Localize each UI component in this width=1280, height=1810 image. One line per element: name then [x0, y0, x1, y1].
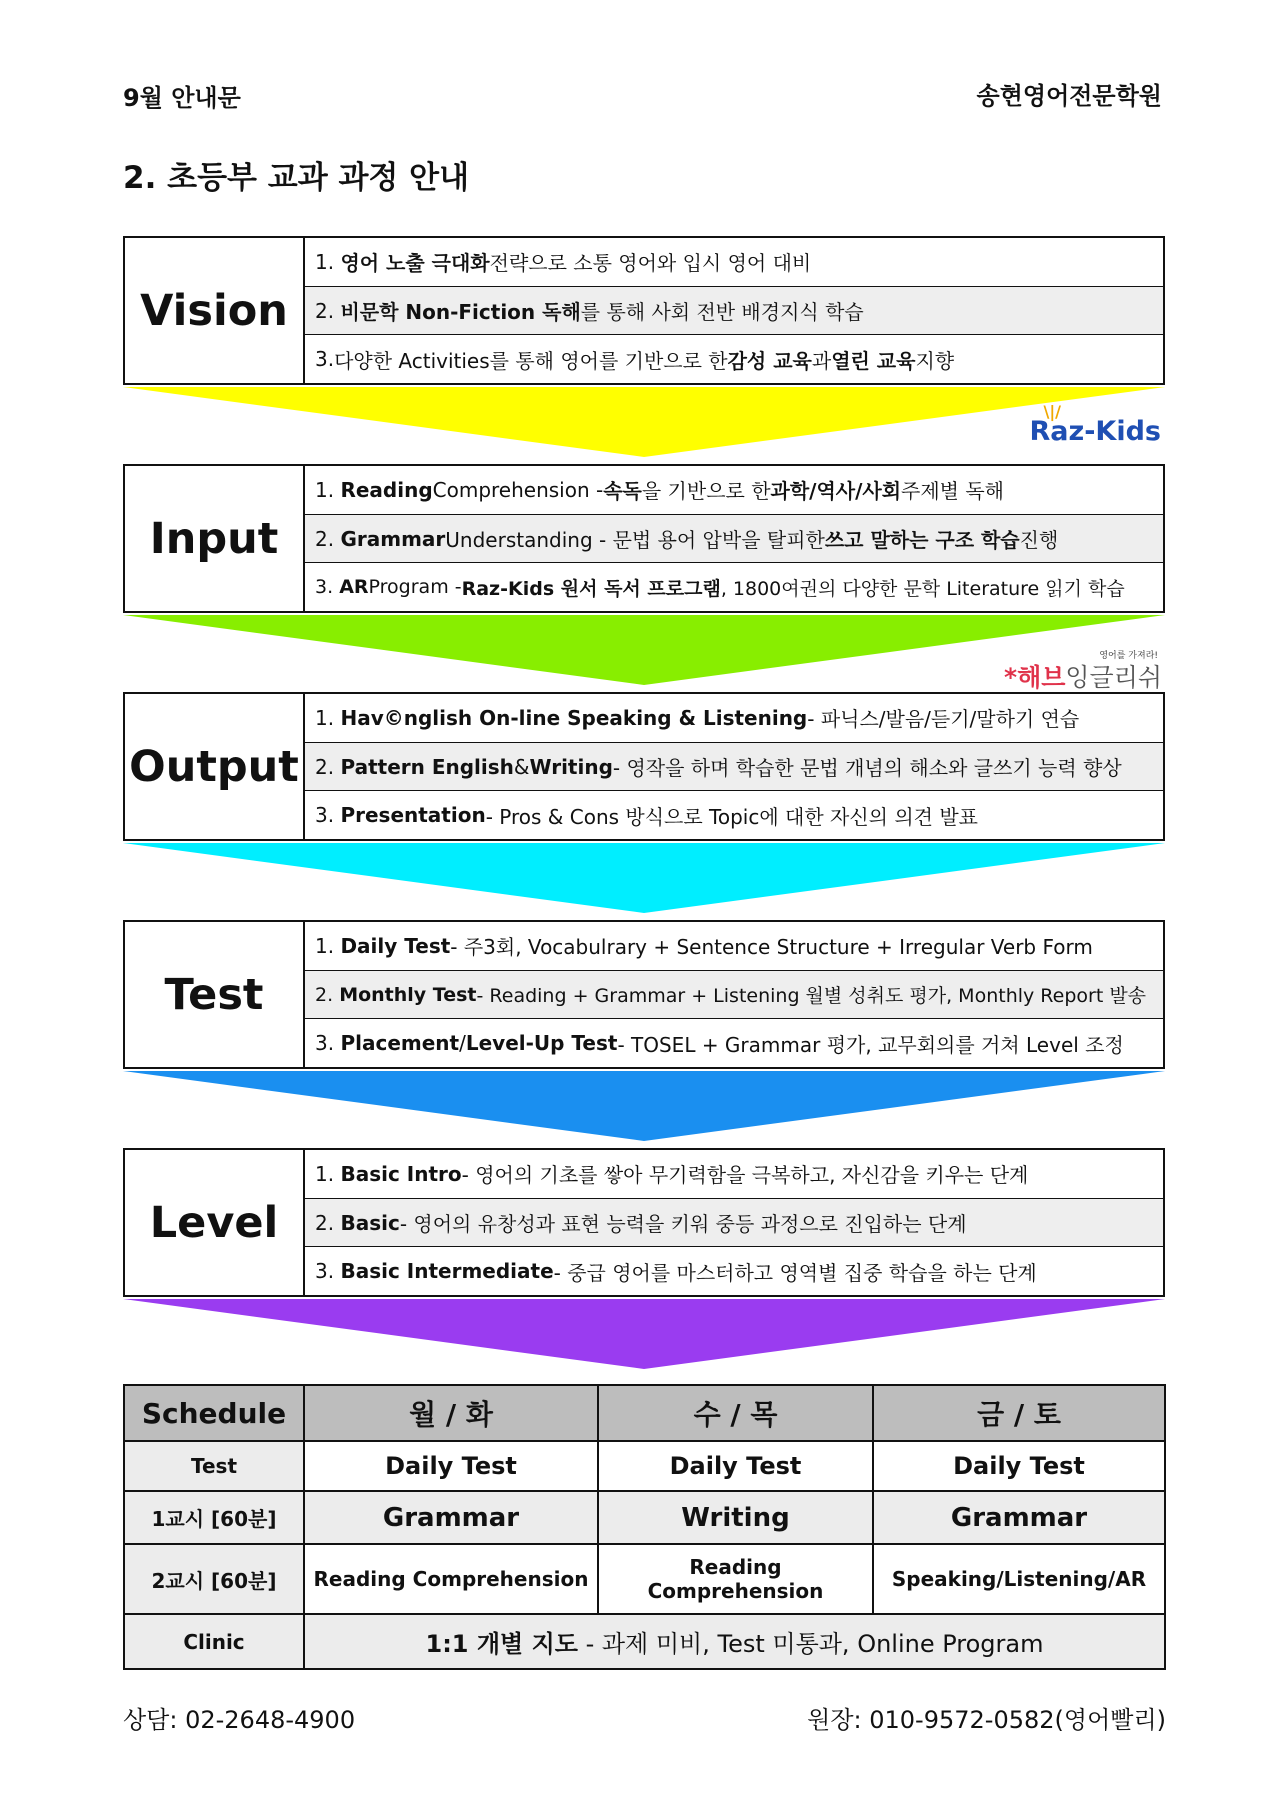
schedule-cell: Writing	[598, 1491, 873, 1544]
schedule-row-label: Clinic	[124, 1614, 304, 1669]
schedule-row-test	[124, 1441, 1165, 1491]
notice-title: 9월 안내문	[123, 84, 241, 112]
schedule-cell: Grammar	[873, 1491, 1165, 1544]
test-block	[123, 920, 1165, 1069]
block-label: Test	[125, 922, 305, 1067]
raz-kids-logo: \|/ Raz-Kids	[1029, 402, 1161, 447]
vision-row-3: 3. 다양한 Activities를 통해 영어를 기반으로 한 감성 교육 과 열린 교육 지향	[315, 347, 955, 373]
block-label: Output	[125, 694, 305, 839]
academy-name: 송현영어전문학원	[976, 82, 1162, 110]
schedule-header-cell: 월 / 화	[304, 1385, 598, 1441]
test-row-1: 1. Daily Test - 주3회, Vocabulrary + Sentence Structure + Irregular Verb Form	[305, 922, 1163, 971]
schedule-header-cell: Schedule	[124, 1385, 304, 1441]
input-row-2: 2. Grammar Understanding - 문법 용어 압박을 탈피한 쓰고 말하는 구조 학습 진행	[305, 515, 1163, 564]
vision-block	[123, 236, 1165, 385]
schedule-row-clinic	[124, 1614, 1165, 1669]
havb-english-logo: *해브잉글리쉬	[1004, 663, 1162, 692]
flow-arrow-purple	[123, 1299, 1165, 1369]
havb-tagline: 영어를 가져라!	[1099, 651, 1158, 661]
level-row-1: 1. Basic Intro - 영어의 기초를 쌓아 무기력함을 극복하고, 자신감을 키우는 단계	[305, 1150, 1163, 1199]
vision-row-2: 2. 비문학 Non-Fiction 독해 를 통해 사회 전반 배경지식 학습	[305, 287, 1163, 336]
block-label: Level	[125, 1150, 305, 1295]
output-row-3: 3. Presentation - Pros & Cons 방식으로 Topic에 대한 자신의 의견 발표	[315, 803, 978, 829]
schedule-cell: Reading Comprehension	[598, 1544, 873, 1614]
schedule-header-cell: 금 / 토	[873, 1385, 1165, 1441]
schedule-cell: Daily Test	[873, 1441, 1165, 1491]
level-block	[123, 1148, 1165, 1297]
schedule-header-cell: 수 / 목	[598, 1385, 873, 1441]
schedule-table	[123, 1384, 1166, 1670]
arrow-shape	[123, 843, 1165, 913]
schedule-cell: Grammar	[304, 1491, 598, 1544]
input-row-1: 1. Reading Comprehension - 속독 을 기반으로 한 과학/역사/사회 주제별 독해	[305, 466, 1163, 515]
output-block	[123, 692, 1165, 841]
block-label: Vision	[125, 238, 305, 383]
test-row-3: 3. Placement / Level-Up Test - TOSEL + Grammar 평가, 교무회의를 거쳐 Level 조정	[315, 1031, 1124, 1057]
schedule-row-label: 2교시 [60분]	[124, 1544, 304, 1614]
arrow-shape	[123, 1071, 1165, 1141]
level-row-3: 3. Basic Intermediate - 중급 영어를 마스터하고 영역별 집중 학습을 하는 단계	[315, 1259, 1037, 1285]
flow-arrow-blue	[123, 1071, 1165, 1141]
flow-arrow-yellow	[123, 387, 1165, 457]
arrow-shape	[123, 387, 1165, 457]
test-row-2: 2. Monthly Test - Reading + Grammar + Listening 월별 성취도 평가, Monthly Report 발송	[305, 971, 1163, 1020]
vision-row-1: 1. 영어 노출 극대화 전략으로 소통 영어와 입시 영어 대비	[305, 238, 1163, 287]
schedule-row-label: 1교시 [60분]	[124, 1491, 304, 1544]
level-row-2: 2. Basic - 영어의 유창성과 표현 능력을 키워 중등 과정으로 진입하는 단계	[305, 1199, 1163, 1248]
input-row-3: 3. AR Program - Raz-Kids 원서 독서 프로그램 , 1800여권의 다양한 문학 Literature 읽기 학습	[315, 576, 1125, 600]
consult-phone: 상담: 02-2648-4900	[123, 1706, 356, 1734]
output-row-2: 2. Pattern English & Writing - 영작을 하며 학습한 문법 개념의 해소와 글쓰기 능력 향상	[305, 743, 1163, 792]
schedule-cell: Reading Comprehension	[304, 1544, 598, 1614]
schedule-header-row	[124, 1385, 1165, 1441]
clinic-cell: 1:1 개별 지도 - 과제 미비, Test 미통과, Online Program	[304, 1614, 1165, 1669]
schedule-row-period1	[124, 1491, 1165, 1544]
schedule-row-label: Test	[124, 1441, 304, 1491]
schedule-row-period2	[124, 1544, 1165, 1614]
director-phone: 원장: 010-9572-0582(영어빨리)	[807, 1706, 1166, 1734]
section-title: 2. 초등부 교과 과정 안내	[123, 160, 470, 196]
schedule-cell: Speaking/Listening/AR	[873, 1544, 1165, 1614]
input-block	[123, 464, 1165, 613]
schedule-cell: Daily Test	[598, 1441, 873, 1491]
block-label: Input	[125, 466, 305, 611]
flow-arrow-cyan	[123, 843, 1165, 913]
schedule-cell: Daily Test	[304, 1441, 598, 1491]
arrow-shape	[123, 1299, 1165, 1369]
output-row-1: 1. Hav©nglish On-line Speaking & Listening - 파닉스/발음/듣기/말하기 연습	[305, 694, 1163, 743]
